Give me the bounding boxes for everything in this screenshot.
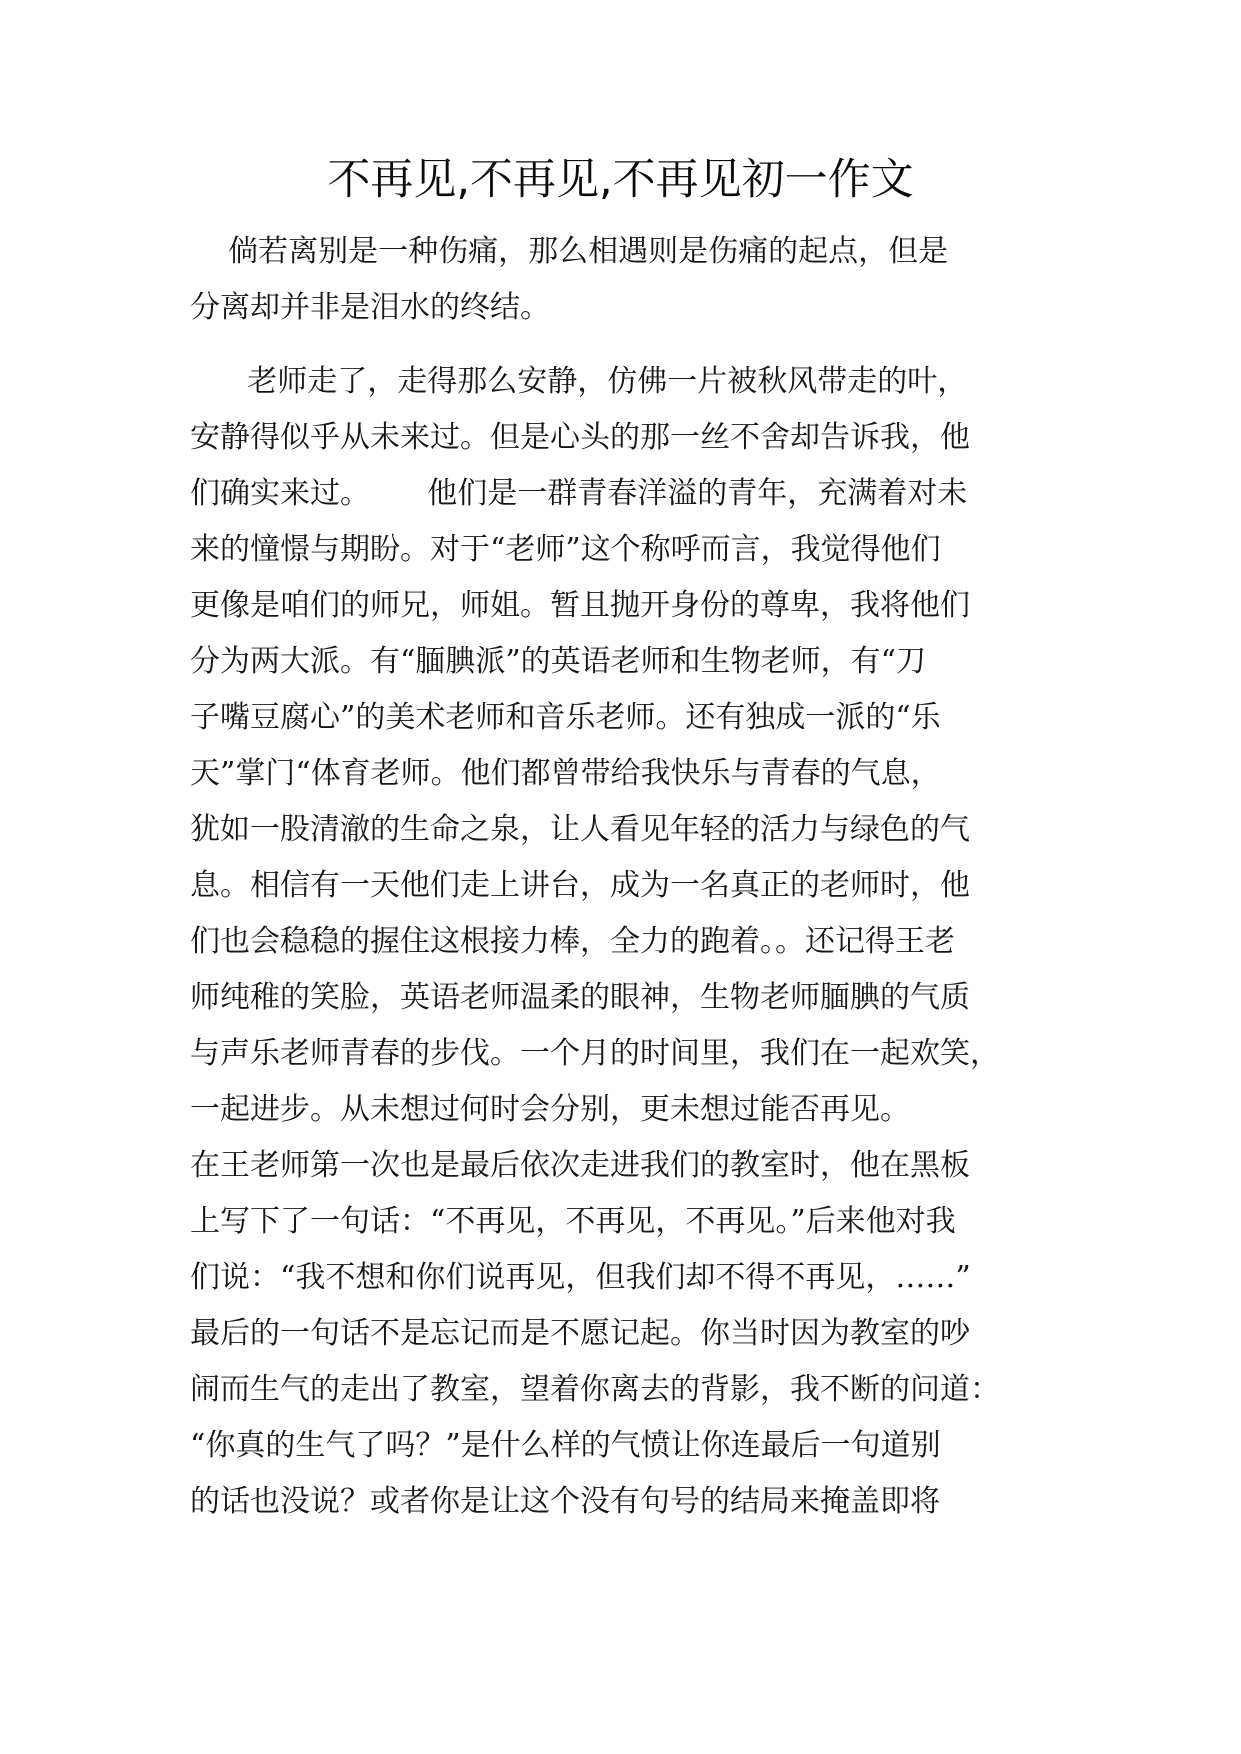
body-line: 的话也没说？或者你是让这个没有句号的结局来掩盖即将: [190, 1484, 940, 1519]
body-line: 在王老师第一次也是最后依次走进我们的教室时，他在黑板: [190, 1148, 970, 1183]
body-line: 与声乐老师青春的步伐。一个月的时间里，我们在一起欢笑，: [190, 1036, 1000, 1071]
body-line: 分为两大派。有“腼腆派”的英语老师和生物老师，有“刀: [190, 644, 927, 679]
body-line: 们确实来过。 他们是一群青春洋溢的青年，充满着对未: [190, 476, 968, 511]
body-line: 一起进步。从未想过何时会分别，更未想过能否再见。: [190, 1092, 910, 1127]
body-line: 更像是咱们的师兄，师姐。暂且抛开身份的尊卑，我将他们: [190, 588, 970, 623]
body-line: 最后的一句话不是忘记而是不愿记起。你当时因为教室的吵: [190, 1316, 970, 1351]
body-line: 息。相信有一天他们走上讲台，成为一名真正的老师时，他: [190, 868, 970, 903]
body-line: 子嘴豆腐心”的美术老师和音乐老师。还有独成一派的“乐: [190, 700, 941, 735]
body-line: 犹如一股清澈的生命之泉，让人看见年轻的活力与绿色的气: [190, 812, 970, 847]
document-title: 不再见,不再见,不再见初一作文: [327, 155, 914, 205]
body-line: 来的憧憬与期盼。对于“老师”这个称呼而言，我觉得他们: [190, 532, 941, 567]
body-line: “你真的生气了吗？”是什么样的气愤让你连最后一句道别: [190, 1428, 941, 1463]
body-line: 安静得似乎从未来过。但是心头的那一丝不舍却告诉我，他: [190, 420, 970, 455]
body-line: 天”掌门“体育老师。他们都曾带给我快乐与青春的气息，: [190, 756, 941, 791]
body-line: 闹而生气的走出了教室，望着你离去的背影，我不断的问道：: [190, 1372, 1000, 1407]
body-line: 们说：“我不想和你们说再见，但我们却不得不再见，……”: [190, 1260, 971, 1295]
body-line: 们也会稳稳的握住这根接力棒，全力的跑着。。还记得王老: [190, 924, 955, 959]
body-line: 老师走了，走得那么安静，仿佛一片被秋风带走的叶，: [190, 364, 968, 399]
body-line: 倘若离别是一种伤痛，那么相遇则是伤痛的起点，但是: [190, 234, 949, 269]
body-line: 师纯稚的笑脸，英语老师温柔的眼神，生物老师腼腆的气质: [190, 980, 970, 1015]
body-line: 上写下了一句话：“不再见，不再见，不再见。”后来他对我: [190, 1204, 956, 1239]
body-line: 分离却并非是泪水的终结。: [190, 290, 550, 325]
